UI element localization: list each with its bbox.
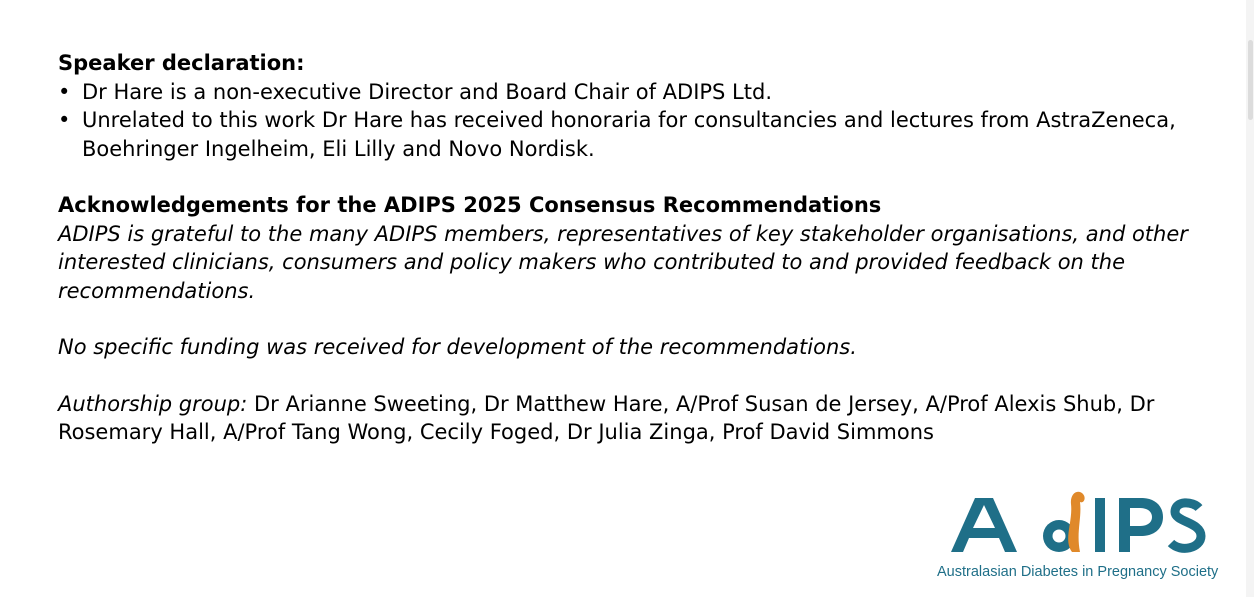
acknowledgements-text: ADIPS is grateful to the many ADIPS members, representatives of key stakeholder organisations, and other interested clinicians, consumers and policy makers who contributed to and provided feedback on the recommendations. [58,221,1188,303]
funding-statement: No specific funding was received for development of the recommendations. [58,335,857,359]
speaker-declaration-list [58,78,1208,164]
slide-content [58,49,1208,447]
bullet-text: Unrelated to this work Dr Hare has received honoraria for consultancies and lectures from AstraZeneca, Boehringer Ingelheim, Eli Lilly and Novo Nordisk. [82,108,1176,161]
authorship-label: Authorship group: [58,391,248,416]
bullet-icon: • [58,108,71,132]
logo-tagline: Australasian Diabetes in Pregnancy Society [937,564,1219,580]
authorship-group [58,390,1208,447]
scrollbar[interactable] [1246,0,1254,597]
adips-logo [935,488,1243,588]
authorship-names: Dr Arianne Sweeting, Dr Matthew Hare, A/Prof Susan de Jersey, A/Prof Alexis Shub, Dr Rosemary Hall, A/Prof Tang Wong, Cecily Foged, Dr Julia Zinga, Prof David Simmons [58,391,1155,444]
list-item [58,106,1208,163]
scrollbar-thumb[interactable] [1248,40,1253,120]
acknowledgements-heading: Acknowledgements for the ADIPS 2025 Consensus Recommendations [58,193,882,217]
adips-logo-mark [935,488,1243,564]
bullet-text: Dr Hare is a non-executive Director and Board Chair of ADIPS Ltd. [82,79,772,104]
bullet-icon: • [58,79,71,104]
list-item [58,78,1208,107]
speaker-declaration-heading: Speaker declaration: [58,51,305,75]
